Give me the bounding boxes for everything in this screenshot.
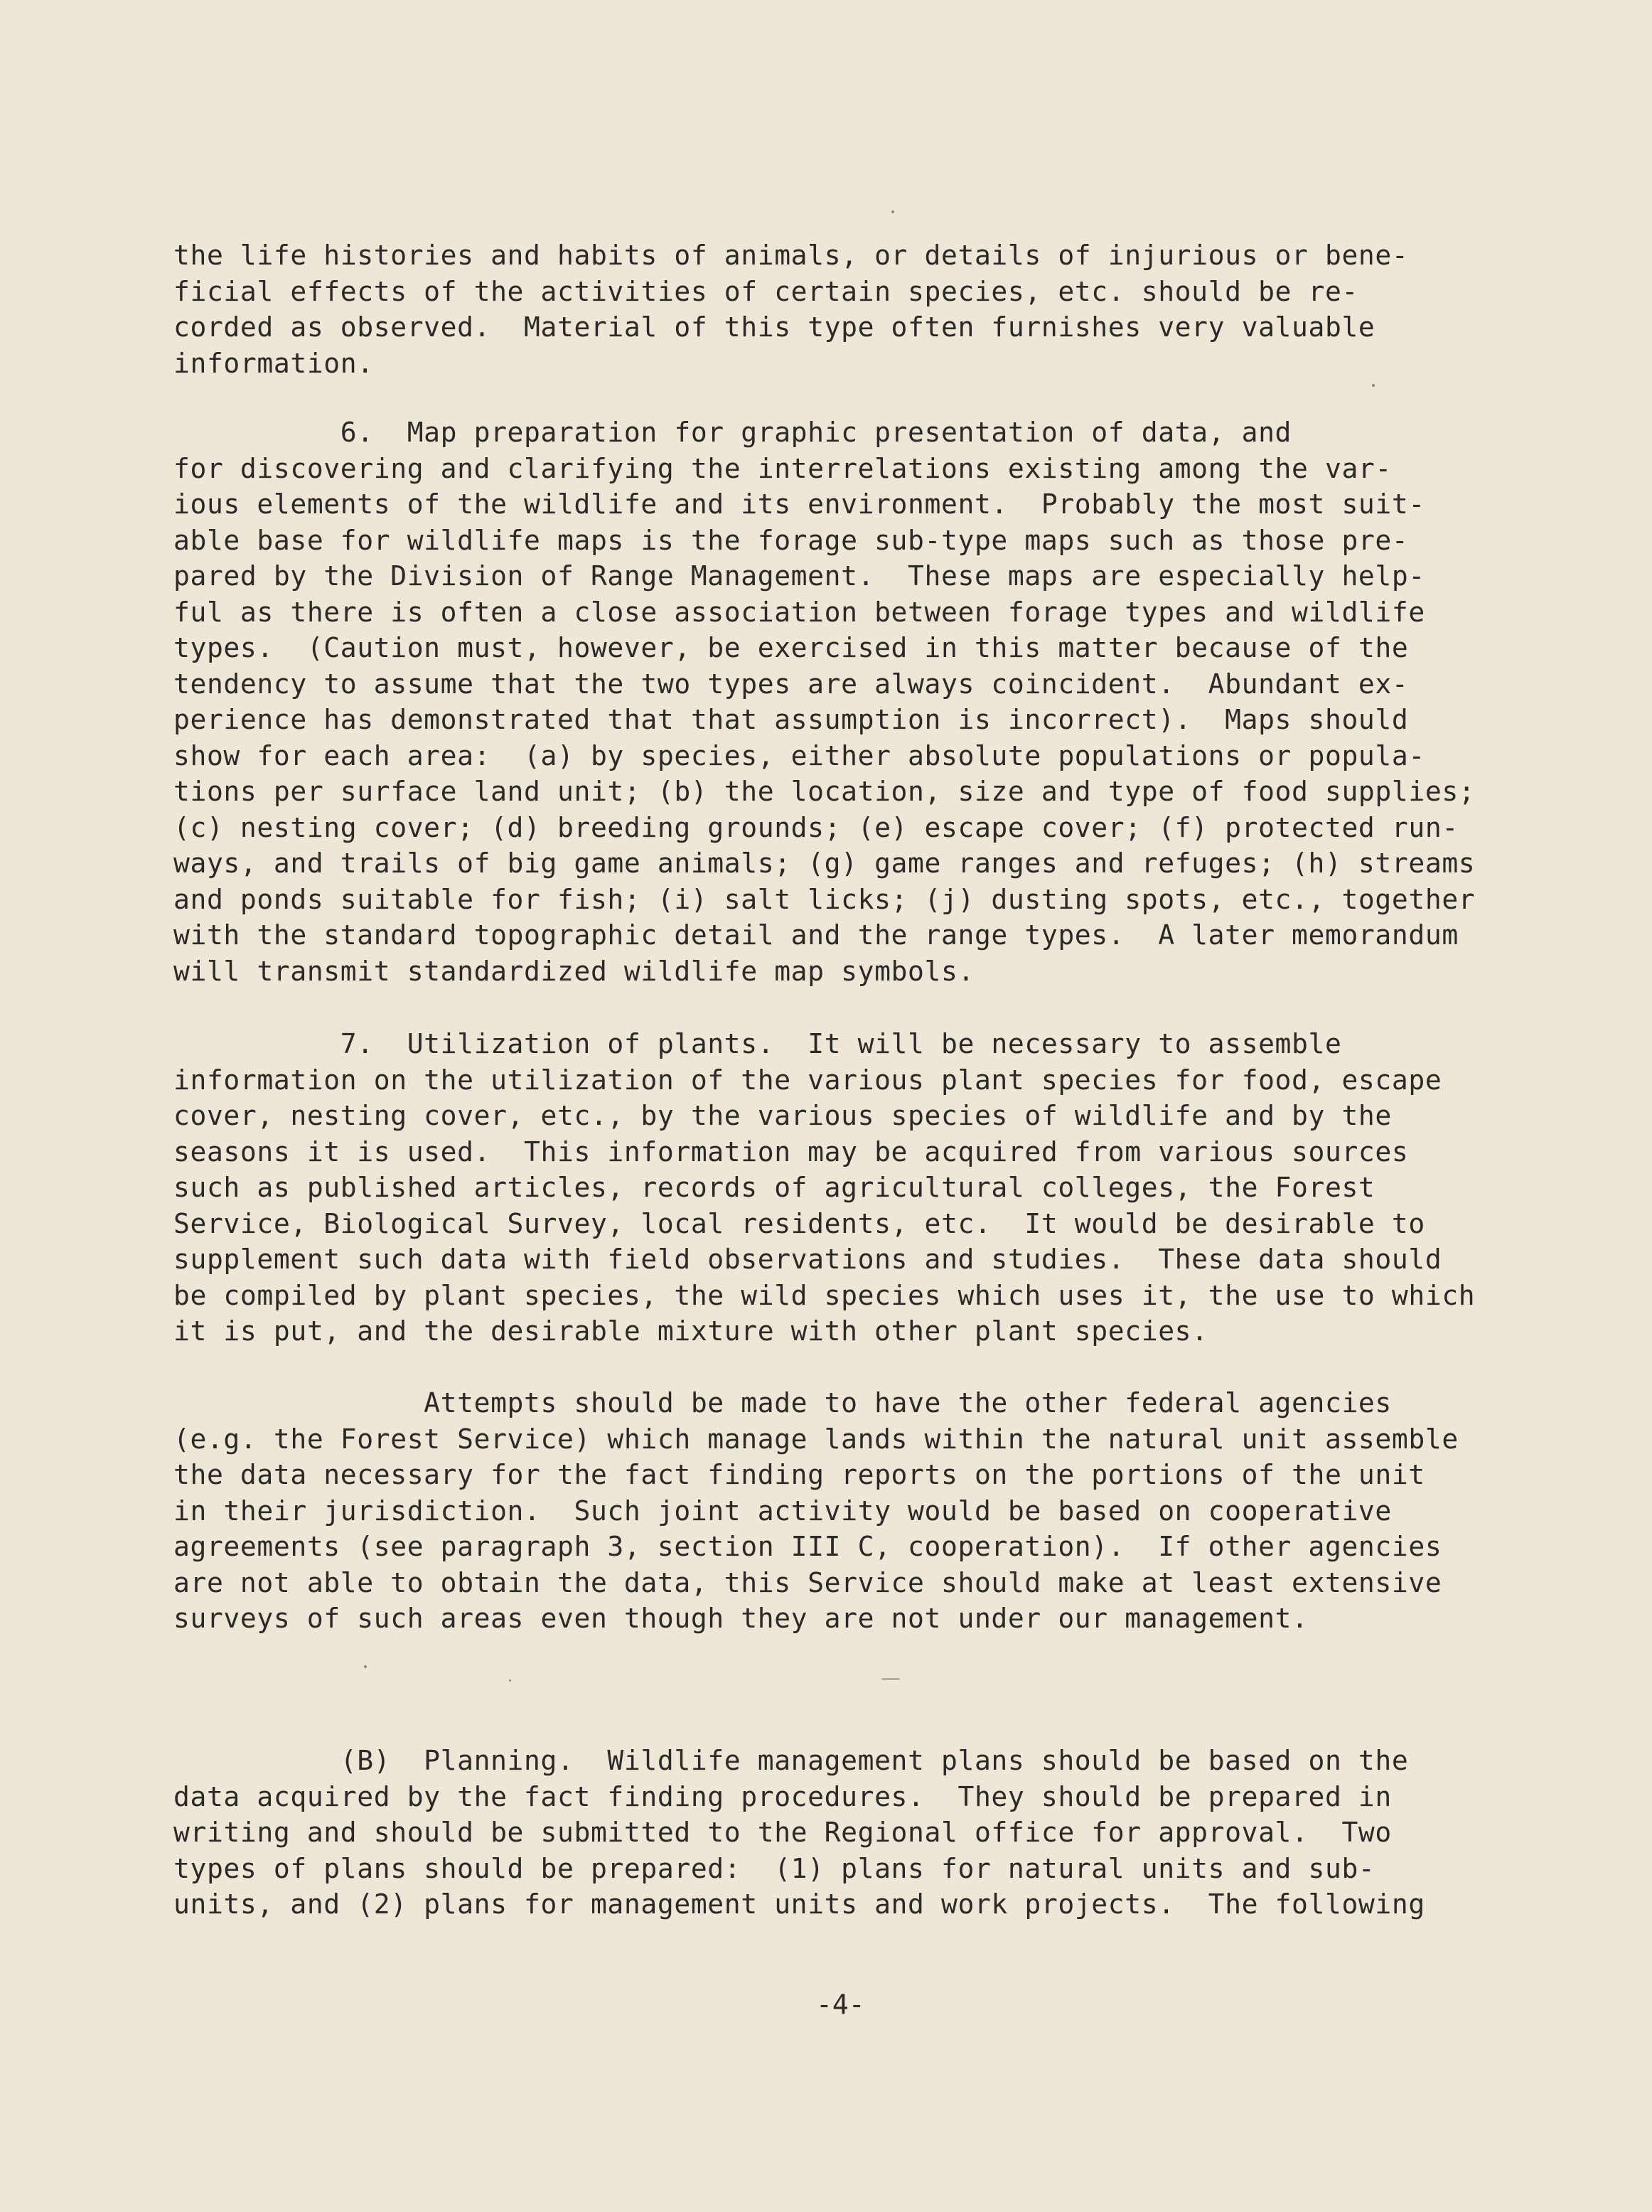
paragraph-continuation: the life histories and habits of animals, or details of injurious or bene- ficial effects of the activities of certain species, etc. should be re- corded as observed. Material of this type often furnishes very valuable information. <box>173 240 1409 379</box>
paragraph-b-planning: (B) Planning. Wildlife management plans should be based on the data acquired by the fact finding procedures. They should be prepared in writing and should be submitted to the Regional office for approval. Two types of plans should be prepared: (1) plans for natural units and sub- units, and (2) plans for management units and work projects. The following <box>173 1745 1425 1920</box>
paragraph-attempts: Attempts should be made to have the other federal agencies (e.g. the Forest Service) which manage lands within the natural unit assemble the data necessary for the fact finding reports on the portions of the unit in their jurisdiction. Such joint activity would be based on cooperative agreements (see paragraph 3, section III C, cooperation). If other agencies are not able to obtain the data, this Service should make at least extensive surveys of such areas even though they are not under our management. <box>173 1387 1459 1634</box>
paragraph-7-utilization-of-plants: 7. Utilization of plants. It will be necessary to assemble information on the utilization of the various plant species for food, escape cover, nesting cover, etc., by the various species of wildlife and by the seasons it is used. This information may be acquired from various sources such as published articles, records of agricultural colleges, the Forest Service, Biological Survey, local residents, etc. It would be desirable to supplement such data with field observations and studies. These data should be compiled by plant species, the wild species which uses it, the use to which it is put, and the desirable mixture with other plant species. <box>173 1028 1476 1347</box>
paragraph-6-map-preparation: 6. Map preparation for graphic presentation of data, and for discovering and clarifying the interrelations existing among the var- ious elements of the wildlife and its environment. Probably the most suit- able base for wildlife maps is the forage sub-type maps such as those pre- pared by the Division of Range Management. These maps are especially help- ful as there is often a close association between forage types and wildlife types. (Caution must, however, be exercised in this matter because of the tendency to assume that the two types are always coincident. Abundant ex- perience has demonstrated that that assumption is incorrect). Maps should show for each area: (a) by species, either absolute populations or popula- tions per surface land unit; (b) the location, size and type of food supplies; (c) nesting cover; (d) breeding grounds; (e) escape cover; (f) protected run- ways, and trails of big game animals; (g) game ranges and refuges; (h) streams and ponds suitable for fish; (i) salt licks; (j) dusting spots, etc., together with the standard topographic detail and the range types. A later memorandum will transmit standardized wildlife map symbols. <box>173 417 1476 987</box>
paper-speck <box>1372 384 1375 387</box>
page-number: -4- <box>816 1989 865 2020</box>
paper-speck <box>881 1678 900 1680</box>
paper-speck <box>364 1665 367 1668</box>
paper-speck <box>509 1679 511 1682</box>
paper-speck <box>891 210 894 213</box>
